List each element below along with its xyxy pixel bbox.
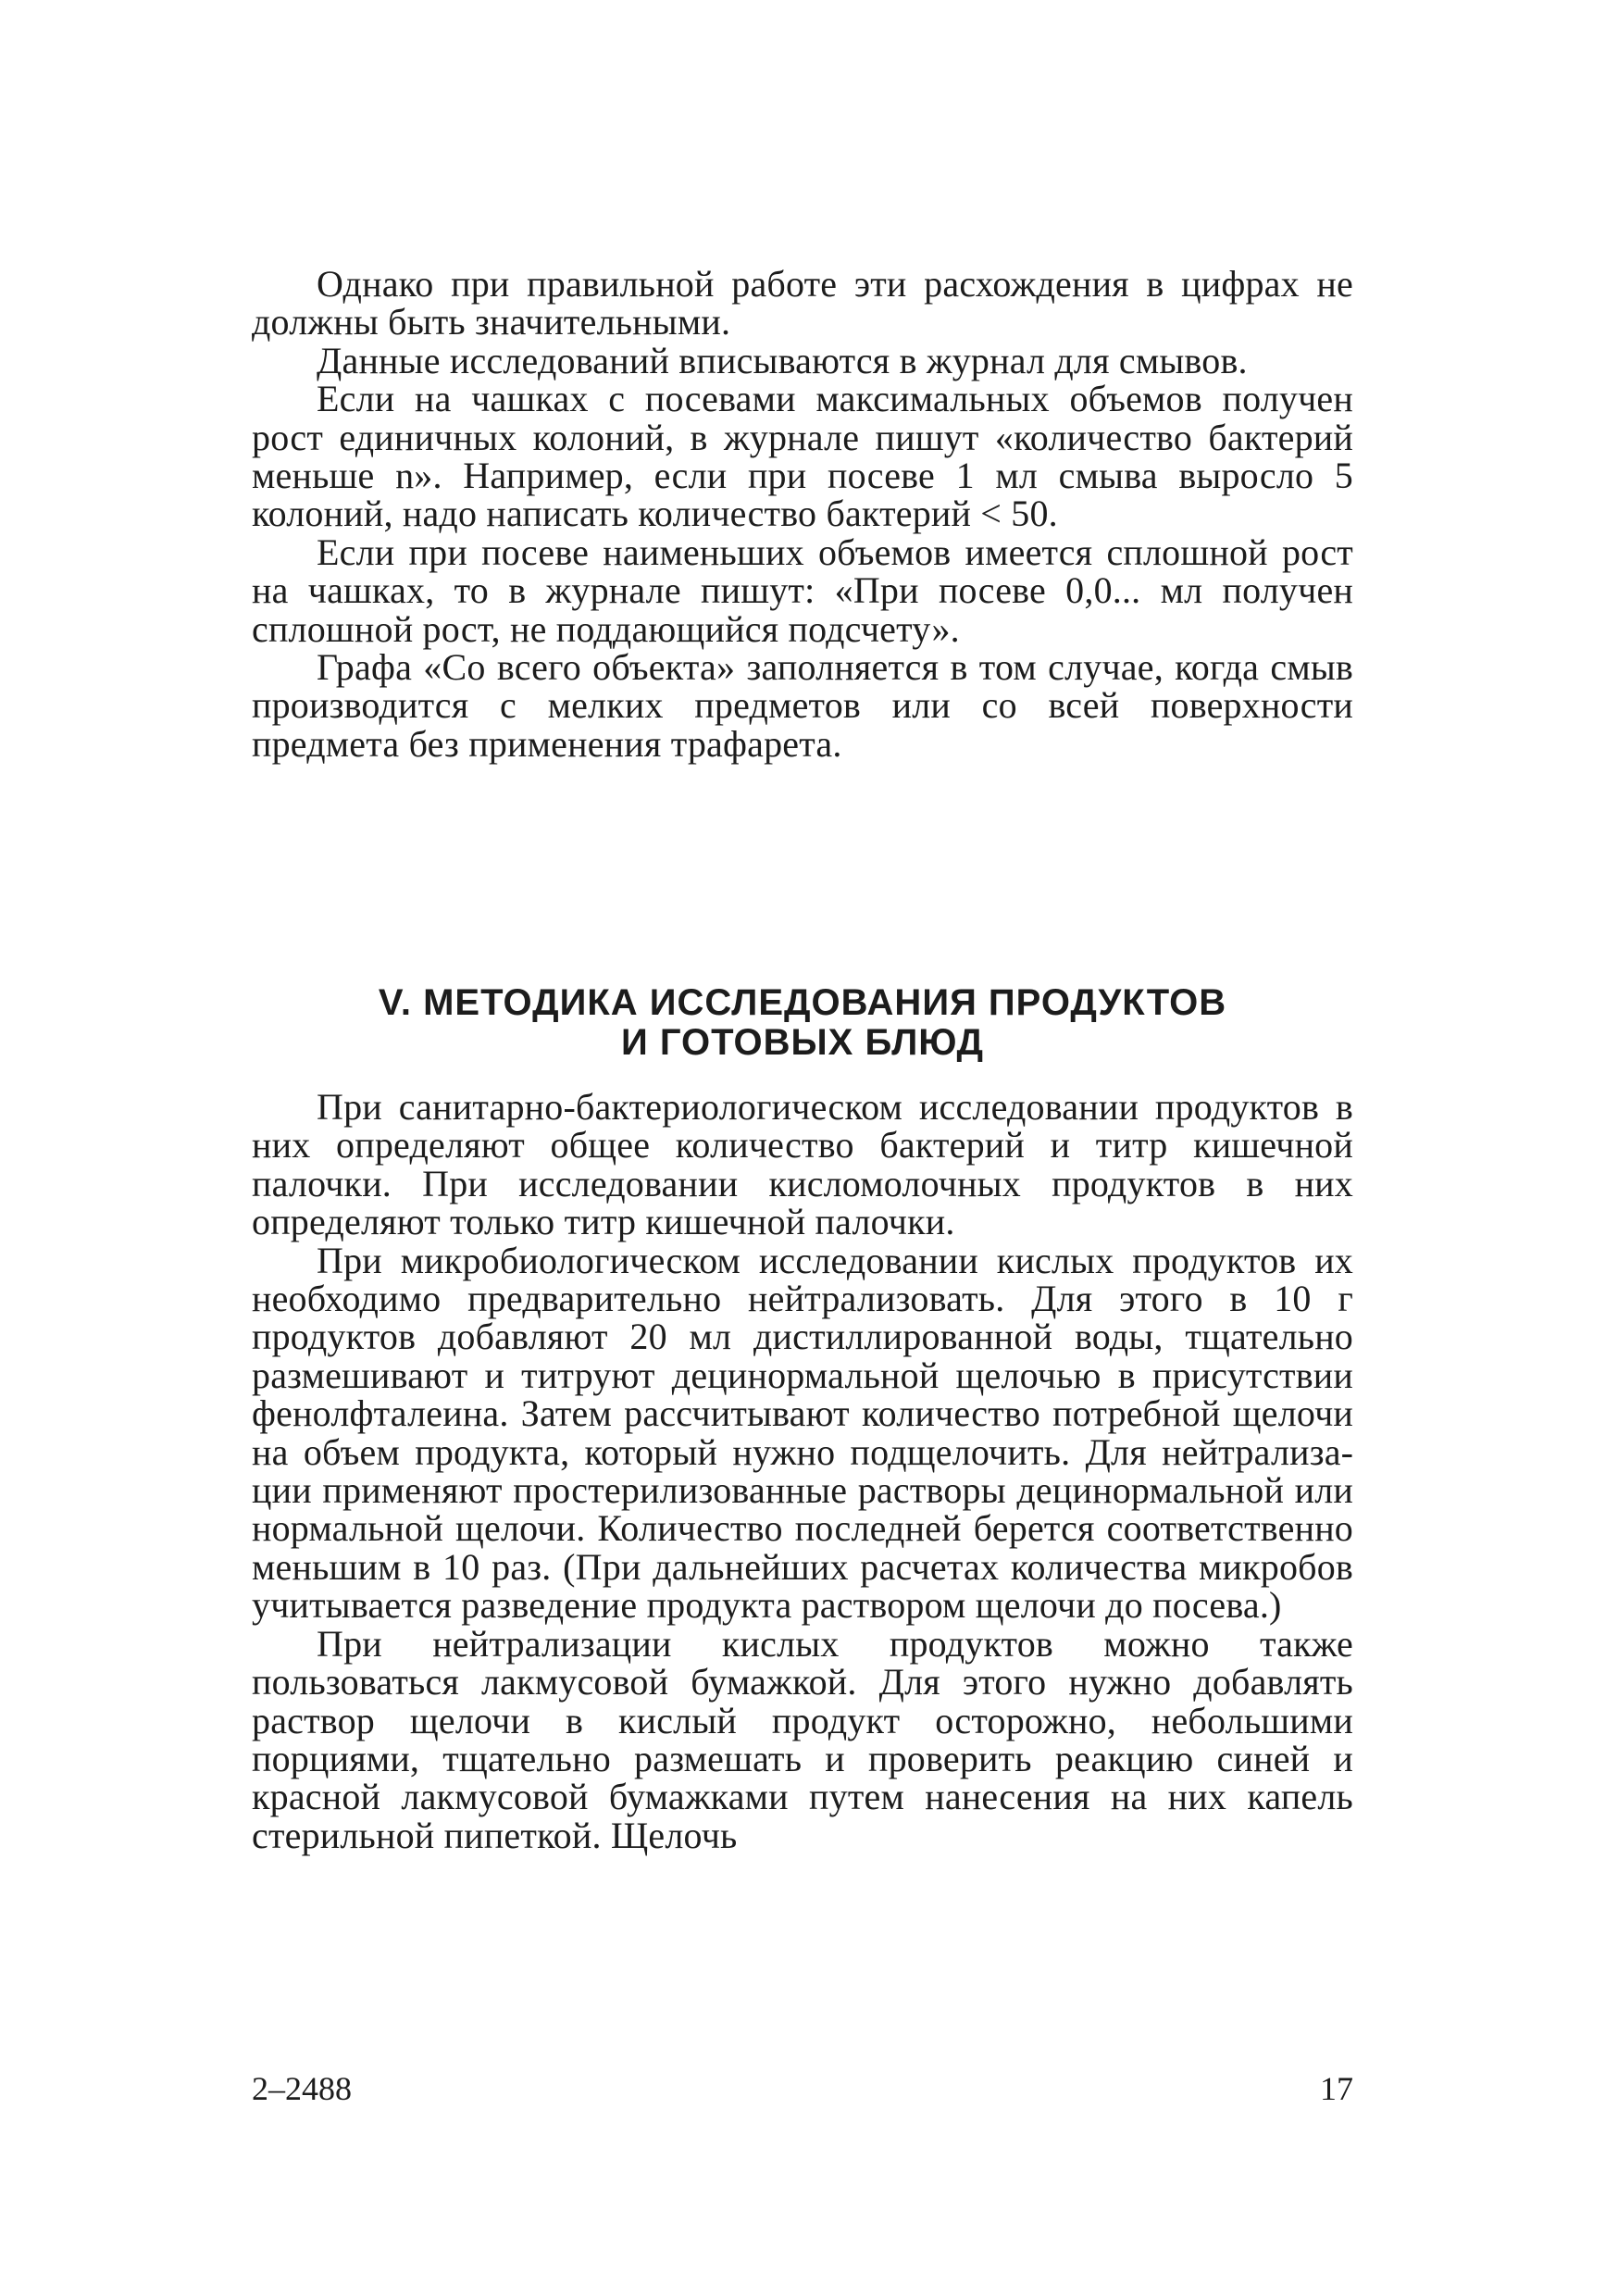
section-heading-line-1: V. МЕТОДИКА ИССЛЕДОВАНИЯ ПРОДУКТОВ [378,982,1227,1023]
paragraph: Однако при правильной работе эти расхождения в цифрах не должны быть значительными. [252,263,1353,343]
page-number: 17 [1320,2070,1353,2107]
paragraph: При микробиологическом исследовании кислых продуктов их необходимо предварительно нейтрализовать. Для этого в 10 г продуктов добавляют 20 мл дистиллированной воды, тщательно размешивают и титруют децинормальной щелочью в присутствии фенолфталеина. Затем рассчитывают количество потребной щелочи на объем продукта, который нужно подщелочить. Для нейтрализации применяют простерилизованные растворы децинормальной или нормальной щелочи. Количество последней берется соответственно меньшим в 10 раз. (При дальнейших расчетах количества микробов учитывается разведение продукта раствором щелочи до посева.) [252,1239,1353,1627]
paragraph: При нейтрализации кислых продуктов можно также пользоваться лакмусовой бумажкой. Для этого нужно добавлять раствор щелочи в кислый продукт осторожно, небольшими порциями, тщательно размешать и проверить реакцию синей и красной лакмусовой бумажками путем нанесения на них капель стерильной пипеткой. Щелочь [252,1622,1353,1856]
section-heading [252,983,1353,1063]
text-block-bottom [252,1088,1353,1854]
paragraph: Если при посеве наименьших объемов имеется сплошной рост на чашках, то в журнале пишут: «При посеве 0,0... мл получен сплошной рост, не поддающийся подсчету». [252,530,1353,650]
section-heading-line-2: И ГОТОВЫХ БЛЮД [620,1022,985,1063]
footer-signature: 2–2488 [252,2070,352,2107]
paragraph: Если на чашках с посевами максимальных объемов получен рост единичных колоний, в журнале пишут «количество бактерий меньше n». Например, если при посеве 1 мл смыва выросло 5 колоний, надо написать количество бактерий < 50. [252,378,1353,535]
text-block-top [252,265,1353,763]
paragraph: Графа «Со всего объекта» заполняется в том случае, когда смыв производится с мелких предметов или со всей поверхности предмета без применения трафарета. [252,646,1353,765]
paragraph: При санитарно-бактериологическом исследовании продуктов в них определяют общее количество бактерий и титр кишечной палочки. При исследовании кисломолочных продуктов в них определяют только титр кишечной палочки. [252,1086,1353,1243]
paragraph: Данные исследований вписываются в журнал для смывов. [317,339,1248,381]
